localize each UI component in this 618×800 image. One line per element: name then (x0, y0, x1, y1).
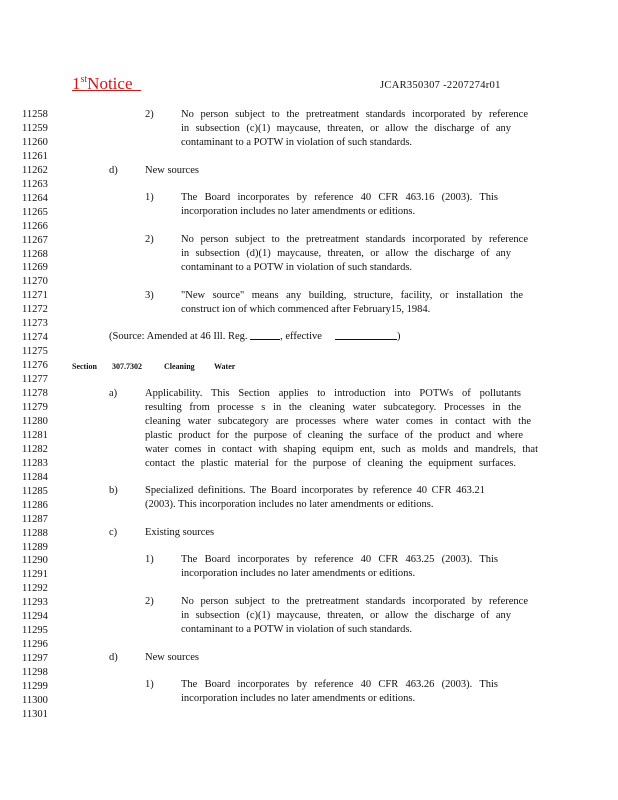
notice-superscript: st (80, 74, 88, 85)
line-number: 11300 (22, 694, 48, 706)
paragraph-line: in subsection (d)(1) maycause, threaten, or allow the discharge of any (181, 248, 511, 259)
section-number: 307.7302 (112, 362, 142, 371)
subsection-label: a) (109, 388, 118, 399)
paragraph-line: Applicability. This Section applies to introduction into POTWs of pollutants (145, 388, 521, 399)
paragraph-line: in subsection (c)(1) maycause, threaten, or allow the discharge of any (181, 123, 511, 134)
subsection-heading: New sources (145, 165, 199, 176)
line-number: 11283 (22, 457, 48, 469)
line-number: 11278 (22, 388, 48, 399)
source-note (109, 330, 401, 344)
line-number: 11289 (22, 541, 48, 553)
line-number: 11293 (22, 597, 48, 609)
line-number: 11264 (22, 192, 48, 204)
paragraph-line: cleaning water subcategory are processes where water comes in contact with the (145, 416, 531, 427)
line-number: 11263 (22, 178, 48, 190)
paragraph-line: The Board incorporates by reference 40 CFR 463.26 (2003). This (181, 679, 498, 690)
source-suffix: ) (397, 331, 401, 342)
line-number: 11265 (22, 206, 48, 218)
line-number: 11291 (22, 569, 48, 581)
notice-word: Notice (87, 74, 133, 93)
paragraph-line: contact the plastic material for the purpose of cleaning the equipment surfaces. (145, 458, 516, 469)
line-number: 11296 (22, 639, 48, 651)
line-number: 11261 (22, 150, 48, 162)
line-number: 11258 (22, 109, 48, 120)
register-blank (250, 330, 280, 340)
line-number: 11274 (22, 332, 48, 344)
paragraph-line: Specialized definitions. The Board incorporates by reference 40 CFR 463.21 (145, 485, 485, 496)
paragraph-line: resulting from processe s in the cleaning water subcategory. Processes in the (145, 402, 521, 413)
paragraph-line: No person subject to the pretreatment standards incorporated by reference (181, 596, 528, 607)
line-number: 11269 (22, 262, 48, 274)
item-label: 2) (145, 109, 154, 120)
section-label: Section (72, 362, 97, 371)
line-number: 11298 (22, 667, 48, 678)
paragraph-line: incorporation includes no later amendments or editions. (181, 206, 416, 217)
line-number: 11284 (22, 471, 48, 483)
line-number: 11295 (22, 625, 48, 637)
line-number: 11290 (22, 555, 48, 567)
notice-number: 1 (72, 74, 81, 93)
paragraph-line: "New source" means any building, structure, facility, or installation the (181, 290, 523, 301)
line-number: 11277 (22, 374, 48, 386)
paragraph-line: No person subject to the pretreatment standards incorporated by reference (181, 234, 528, 245)
line-number: 11301 (22, 708, 48, 720)
paragraph-line: contaminant to a POTW in violation of such standards. (181, 624, 413, 635)
document-code: JCAR350307 -2207274r01 (380, 80, 501, 91)
source-mid: , effective (280, 331, 322, 342)
paragraph-line: The Board incorporates by reference 40 CFR 463.16 (2003). This (181, 192, 498, 203)
line-number: 11266 (22, 220, 48, 232)
paragraph-line: contaminant to a POTW in violation of such standards. (181, 262, 413, 273)
notice-heading (72, 74, 141, 94)
line-number: 11272 (22, 304, 48, 316)
line-number: 11282 (22, 443, 48, 455)
paragraph-line: in subsection (c)(1) maycause, threaten, or allow the discharge of any (181, 610, 511, 621)
subsection-label: b) (109, 485, 118, 496)
paragraph-line: (2003). This incorporation includes no later amendments or editions. (145, 499, 434, 510)
item-label: 2) (145, 596, 154, 607)
line-number: 11286 (22, 499, 48, 511)
item-label: 1) (145, 554, 154, 565)
effective-date-blank (335, 330, 397, 340)
line-number: 11280 (22, 415, 48, 427)
source-prefix: (Source: Amended at 46 Ill. Reg. (109, 331, 248, 342)
line-number: 11294 (22, 611, 48, 623)
line-number: 11299 (22, 680, 48, 692)
paragraph-line: water comes in contact with shaping equipm ent, such as molds and mandrels, that (145, 444, 538, 455)
paragraph-line: incorporation includes no later amendments or editions. (181, 568, 416, 579)
line-number: 11259 (22, 123, 48, 134)
line-number: 11279 (22, 401, 48, 413)
line-number: 11270 (22, 276, 48, 288)
line-number: 11276 (22, 360, 48, 372)
paragraph-line: construct ion of which commenced after February15, 1984. (181, 304, 431, 315)
subsection-label: d) (109, 652, 118, 663)
line-number: 11297 (22, 653, 48, 664)
item-label: 1) (145, 192, 154, 203)
subsection-label: d) (109, 165, 118, 176)
line-number: 11287 (22, 513, 48, 525)
line-number: 11275 (22, 346, 48, 358)
section-title-word: Water (214, 362, 236, 371)
line-number: 11262 (22, 164, 48, 176)
line-number: 11285 (22, 485, 48, 497)
line-number: 11292 (22, 583, 48, 595)
paragraph-line: contaminant to a POTW in violation of such standards. (181, 137, 413, 148)
line-number: 11273 (22, 318, 48, 330)
line-number: 11271 (22, 290, 48, 302)
paragraph-line: incorporation includes no later amendments or editions. (181, 693, 416, 704)
line-number: 11260 (22, 136, 48, 148)
item-label: 1) (145, 679, 154, 690)
line-number: 11268 (22, 248, 48, 260)
line-number: 11288 (22, 527, 48, 539)
subsection-heading: Existing sources (145, 527, 215, 538)
paragraph-line: The Board incorporates by reference 40 CFR 463.25 (2003). This (181, 554, 498, 565)
subsection-label: c) (109, 527, 118, 538)
line-number: 11281 (22, 429, 48, 441)
section-title-word: Cleaning (164, 362, 195, 371)
item-label: 3) (145, 290, 154, 301)
line-number: 11267 (22, 234, 48, 246)
item-label: 2) (145, 234, 154, 245)
paragraph-line: No person subject to the pretreatment standards incorporated by reference (181, 109, 528, 120)
subsection-heading: New sources (145, 652, 199, 663)
paragraph-line: plastic product for the purpose of cleaning the surface of the product and where (145, 430, 523, 441)
